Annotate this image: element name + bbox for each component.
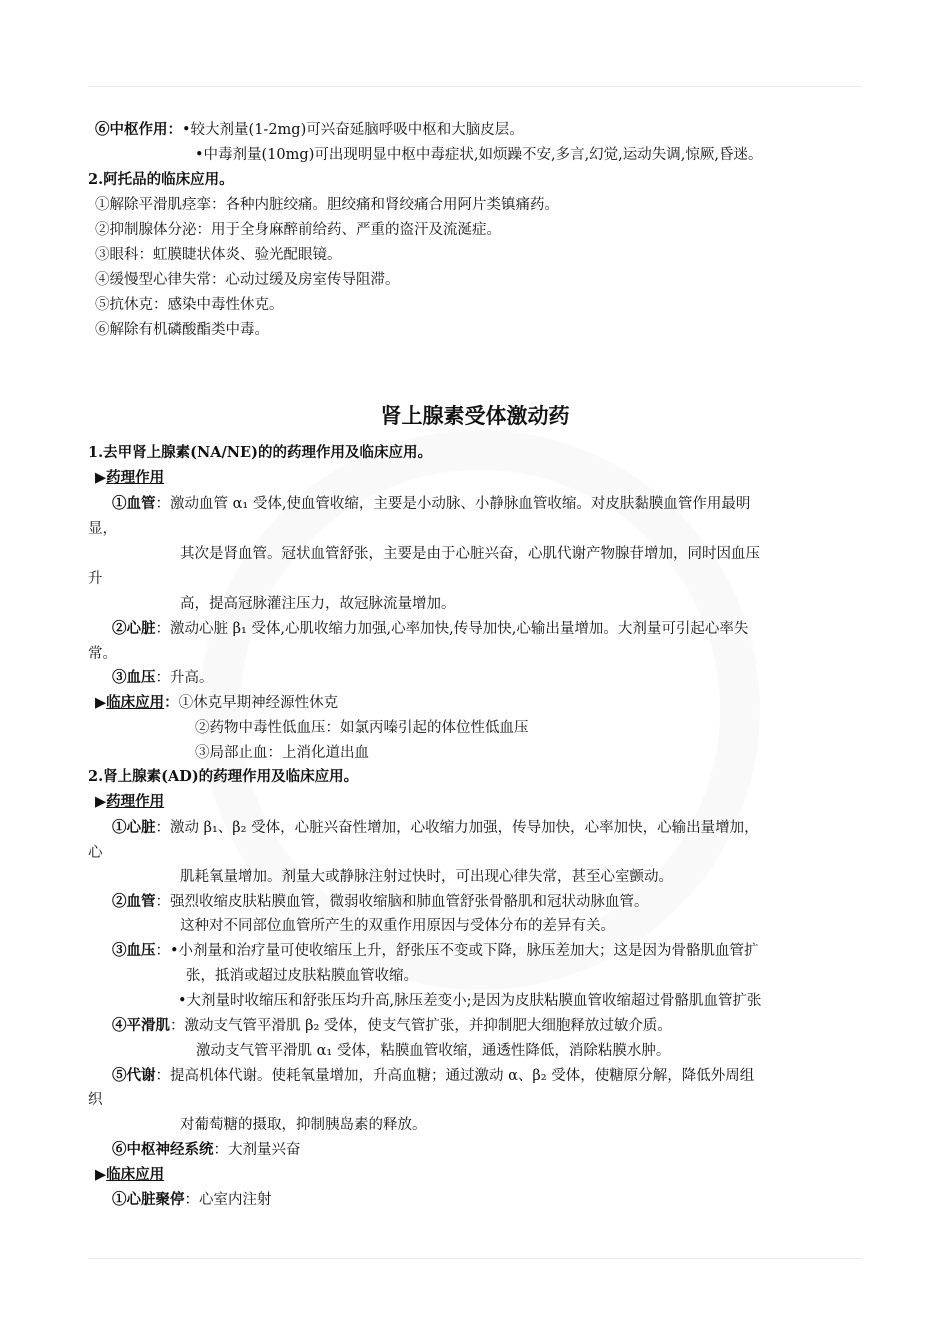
cardiac-arrest-line: ①心脏聚停：心室内注射 bbox=[112, 1191, 272, 1208]
bottom-rule bbox=[88, 1258, 862, 1259]
bp-line: ③血压：升高。 bbox=[112, 669, 214, 686]
heading-norepinephrine: 1.去甲肾上腺素(NA/NE)的的药理作用及临床应用。 bbox=[88, 444, 432, 461]
vessel-line-1: ①血管：激动血管 α₁ 受体,使血管收缩，主要是小动脉、小静脉血管收缩。对皮肤黏膜血管作用最明 bbox=[112, 495, 751, 512]
metabolism-line-1b: 织 bbox=[88, 1092, 103, 1108]
pharm-label: ▶药理作用 bbox=[95, 793, 165, 810]
clin-label: ▶临床应用 bbox=[95, 1166, 165, 1183]
heart-line-2: 肌耗氧量增加。剂量大或静脉注射过快时，可出现心律失常，甚至心室颤动。 bbox=[180, 869, 673, 885]
cns-line: ⑥中枢神经系统：大剂量兴奋 bbox=[112, 1141, 301, 1158]
heart-line-1: ②心脏：激动心脏 β₁ 受体,心肌收缩力加强,心率加快,传导加快,心输出量增加。大剂量可引起心率失 bbox=[112, 620, 749, 637]
cns-effect-line-2: •中毒剂量(10mg)可出现明显中枢中毒症状,如烦躁不安,多言,幻觉,运动失调,惊厥,昏迷。 bbox=[195, 147, 763, 163]
vessel-line-3: 高，提高冠脉灌注压力，故冠脉流量增加。 bbox=[180, 596, 456, 612]
vessel-line-1b: 显， bbox=[88, 521, 117, 537]
heading-atropine-clinical: 2.阿托品的临床应用。 bbox=[88, 171, 234, 188]
list-item: ④缓慢型心律失常：心动过缓及房室传导阻滞。 bbox=[95, 272, 400, 288]
heading-epinephrine: 2.肾上腺素(AD)的药理作用及临床应用。 bbox=[88, 768, 359, 785]
list-item: ⑤抗休克：感染中毒性休克。 bbox=[95, 297, 284, 313]
metabolism-line-1: ⑤代谢：提高机体代谢。使耗氧量增加，升高血糖；通过激动 α、β₂ 受体，使糖原分解，降低外周组 bbox=[112, 1067, 755, 1084]
pharm-label: ▶药理作用 bbox=[95, 469, 165, 486]
list-item: ②抑制腺体分泌：用于全身麻醉前给药、严重的盗汗及流涎症。 bbox=[95, 222, 501, 238]
bp-line-3: •大剂量时收缩压和舒张压均升高,脉压差变小;是因为皮肤粘膜血管收缩超过骨骼肌血管扩张 bbox=[178, 993, 762, 1009]
bp-line-2: 张，抵消或超过皮肤粘膜血管收缩。 bbox=[186, 968, 418, 984]
metabolism-line-2: 对葡萄糖的摄取，抑制胰岛素的释放。 bbox=[180, 1117, 427, 1133]
list-item: ⑥解除有机磷酸酯类中毒。 bbox=[95, 322, 269, 338]
section-title: 肾上腺素受体激动药 bbox=[380, 403, 570, 428]
heart-line-1: ①心脏：激动 β₁、β₂ 受体，心脏兴奋性增加，心收缩力加强，传导加快，心率加快，心输出量增加， bbox=[112, 819, 759, 836]
clin-line-3: ③局部止血：上消化道出血 bbox=[195, 745, 369, 761]
smooth-muscle-line-1: ④平滑肌：激动支气管平滑肌 β₂ 受体，使支气管扩张，并抑制肥大细胞释放过敏介质。 bbox=[112, 1017, 672, 1034]
clin-line-1: ▶临床应用：①休克早期神经源性休克 bbox=[95, 694, 339, 711]
bp-line-1: ③血压：•小剂量和治疗量可使收缩压上升，舒张压不变或下降，脉压差加大；这是因为骨骼肌血管扩 bbox=[112, 942, 759, 959]
list-item: ①解除平滑肌痉挛：各种内脏绞痛。胆绞痛和肾绞痛合用阿片类镇痛药。 bbox=[95, 197, 559, 213]
list-item: ③眼科：虹膜睫状体炎、验光配眼镜。 bbox=[95, 247, 342, 263]
heart-line-1b: 常。 bbox=[88, 646, 117, 662]
heart-line-1b: 心 bbox=[88, 845, 103, 861]
smooth-muscle-line-2: 激动支气管平滑肌 α₁ 受体，粘膜血管收缩，通透性降低，消除粘膜水肿。 bbox=[196, 1043, 671, 1059]
top-rule bbox=[88, 86, 862, 87]
vessel-line-2: 这种对不同部位血管所产生的双重作用原因与受体分布的差异有关。 bbox=[180, 918, 615, 934]
cns-effect-line-1: ⑥中枢作用：•较大剂量(1-2mg)可兴奋延脑呼吸中枢和大脑皮层。 bbox=[95, 121, 524, 138]
vessel-line-1: ②血管：强烈收缩皮肤粘膜血管，微弱收缩脑和肺血管舒张骨骼肌和冠状动脉血管。 bbox=[112, 893, 649, 910]
vessel-line-2: 其次是肾血管。冠状血管舒张，主要是由于心脏兴奋，心肌代谢产物腺苷增加，同时因血压 bbox=[180, 546, 760, 562]
clin-line-2: ②药物中毒性低血压：如氯丙嗪引起的体位性低血压 bbox=[195, 720, 529, 736]
vessel-line-2b: 升 bbox=[88, 571, 103, 587]
